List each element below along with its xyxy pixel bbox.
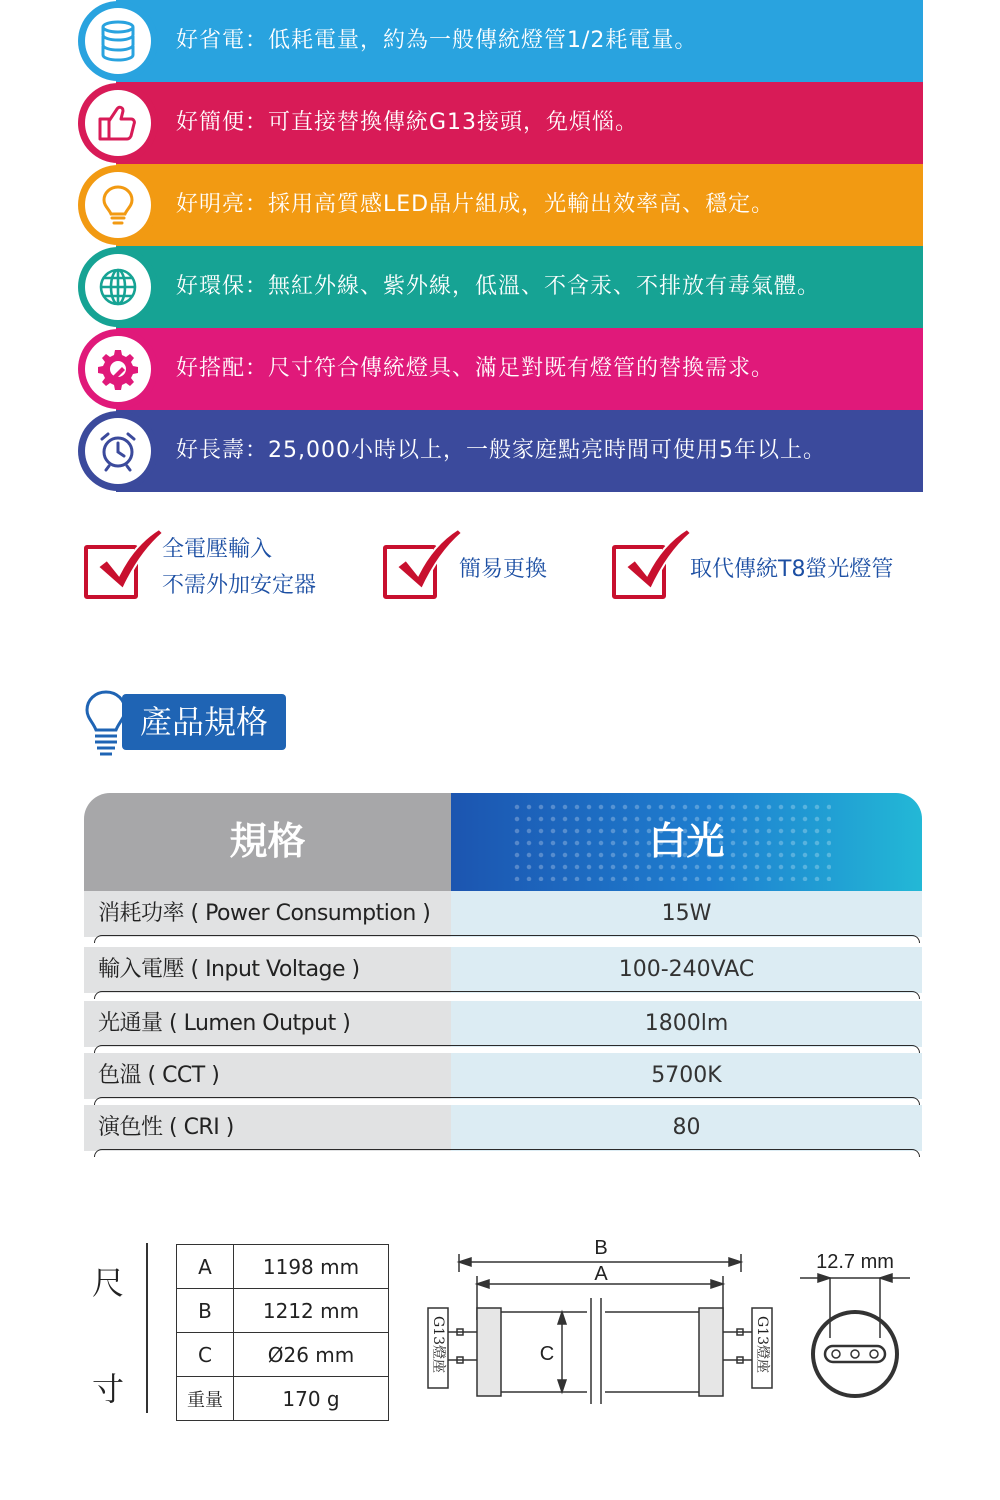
- dimension-row: [177, 1333, 389, 1377]
- feature-text: 好長壽：25,000小時以上，一般家庭點亮時間可使用5年以上。: [176, 438, 826, 463]
- checkmark-icon: [389, 527, 465, 603]
- feature-item-easy: [78, 82, 923, 164]
- feature-item-energy: [78, 0, 923, 82]
- spec-row-cri: [84, 1105, 922, 1151]
- dimension-row: [177, 1289, 389, 1333]
- feature-icon-ring: [78, 165, 158, 245]
- label-b: B: [594, 1237, 608, 1259]
- check-label: 取代傳統T8螢光燈管: [690, 557, 894, 582]
- spec-row-cct: [84, 1053, 922, 1099]
- spec-value: 15W: [451, 891, 922, 937]
- dimension-value: Ø26 mm: [234, 1333, 389, 1377]
- socket-label-right: G13燈座: [754, 1316, 770, 1373]
- checkmark-icon: [618, 527, 694, 603]
- feature-text: 好明亮：採用高質感LED晶片組成，光輸出效率高、穩定。: [176, 192, 775, 217]
- feature-text: 好簡便：可直接替換傳統G13接頭，免煩惱。: [176, 110, 639, 135]
- dimension-row: [177, 1377, 389, 1421]
- row-divider: [94, 935, 920, 943]
- check-badge-voltage: [84, 527, 344, 607]
- dimension-label: A: [177, 1245, 234, 1289]
- alarm-clock-icon: [96, 429, 140, 473]
- feature-icon-ring: [78, 1, 158, 81]
- dimension-label: C: [177, 1333, 234, 1377]
- spec-value: 1800lm: [451, 1001, 922, 1047]
- dimension-table: [176, 1244, 389, 1421]
- dimension-value: 1212 mm: [234, 1289, 389, 1333]
- dimension-value: 1198 mm: [234, 1245, 389, 1289]
- spec-key: 色溫 ( CCT ): [84, 1053, 451, 1099]
- dimension-title-top: 尺: [92, 1264, 125, 1302]
- dimension-value: 170 g: [234, 1377, 389, 1421]
- database-icon: [96, 19, 140, 63]
- spec-row-voltage: [84, 947, 922, 993]
- check-badge-replace-t8: [612, 527, 922, 607]
- label-a: A: [594, 1263, 608, 1285]
- row-divider: [94, 1097, 920, 1105]
- dimension-row: [177, 1245, 389, 1289]
- spec-header-spec: 規格: [84, 793, 451, 891]
- feature-item-longlife: [78, 410, 923, 492]
- feature-text: 好搭配：尺寸符合傳統燈具、滿足對既有燈管的替換需求。: [176, 356, 775, 381]
- spec-row-power: [84, 891, 922, 937]
- spec-key: 演色性 ( CRI ): [84, 1105, 451, 1151]
- check-label-line1: 全電壓輸入: [162, 537, 273, 562]
- socket-label-left: G13燈座: [430, 1316, 446, 1373]
- lightbulb-icon: [96, 183, 140, 227]
- feature-icon-ring: [78, 247, 158, 327]
- feature-icon-ring: [78, 83, 158, 163]
- spec-key: 輸入電壓 ( Input Voltage ): [84, 947, 451, 993]
- section-title-text: 產品規格: [122, 694, 286, 750]
- check-badge-easy-replace: [383, 527, 573, 607]
- feature-text: 好省電：低耗電量，約為一般傳統燈管1/2耗電量。: [176, 28, 698, 53]
- tube-diagram: [425, 1232, 785, 1407]
- check-label-line2: 不需外加安定器: [162, 573, 317, 598]
- spec-value: 80: [451, 1105, 922, 1151]
- spec-header-white-light-text: 白光: [648, 819, 725, 863]
- spec-value: 5700K: [451, 1053, 922, 1099]
- feature-icon-ring: [78, 329, 158, 409]
- dimension-title-bottom: 寸: [92, 1370, 125, 1408]
- feature-item-fit: [78, 328, 923, 410]
- spec-key: 消耗功率 ( Power Consumption ): [84, 891, 451, 937]
- spec-header-white-light: [451, 793, 922, 891]
- feature-item-eco: [78, 246, 923, 328]
- feature-item-bright: [78, 164, 923, 246]
- feature-list: [78, 0, 923, 492]
- gear-wrench-icon: [96, 347, 140, 391]
- row-divider: [94, 1149, 920, 1157]
- feature-icon-ring: [78, 411, 158, 491]
- end-size-label: 12.7 mm: [816, 1251, 894, 1273]
- check-label: 簡易更換: [459, 557, 548, 582]
- spec-row-lumen: [84, 1001, 922, 1047]
- dimension-label: B: [177, 1289, 234, 1333]
- checkmark-icon: [90, 527, 166, 603]
- row-divider: [94, 1045, 920, 1053]
- globe-icon: [96, 265, 140, 309]
- dimension-label: 重量: [177, 1377, 234, 1421]
- dimension-divider: [146, 1243, 148, 1413]
- row-divider: [94, 991, 920, 999]
- spec-value: 100-240VAC: [451, 947, 922, 993]
- feature-text: 好環保：無紅外線、紫外線，低溫、不含汞、不排放有毒氣體。: [176, 274, 821, 299]
- thumbs-up-icon: [96, 101, 140, 145]
- label-c: C: [539, 1343, 555, 1365]
- end-view-diagram: [800, 1242, 910, 1402]
- spec-key: 光通量 ( Lumen Output ): [84, 1001, 451, 1047]
